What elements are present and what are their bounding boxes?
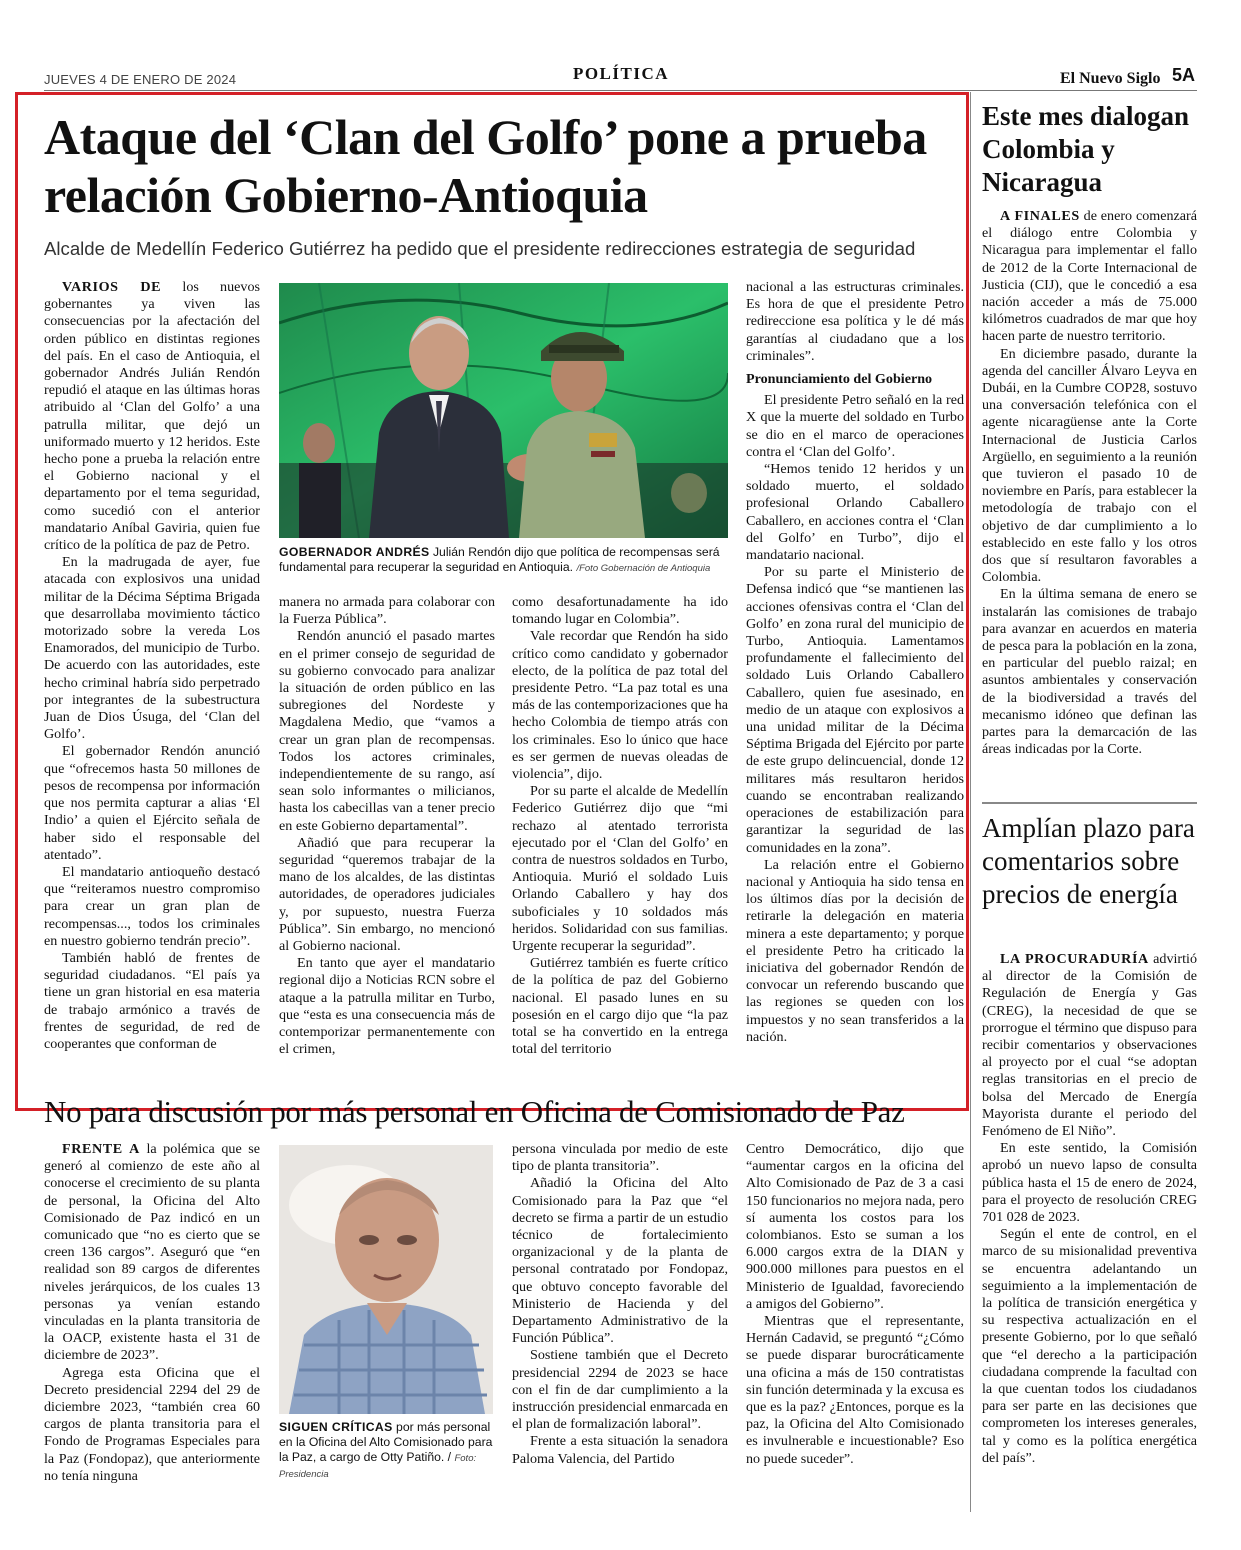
- sidebar-headline-1: Este mes dialogan Colombia y Nicaragua: [982, 101, 1190, 197]
- paragraph: Centro Democrático, dijo que “aumentar cargos en la oficina del Alto Comisionado de Paz de 3 a casi 150 funcionarios no mejora nada, pero sí aumenta los costos para los colombianos. Esto se suman a los 6.000 cargos extra de la DIAN y 900.000 millones para puestos en el Ministerio de Igualdad, favoreciendo a amigos del Gobierno”.: [746, 1141, 964, 1312]
- sidebar-column-1: [982, 208, 1197, 796]
- paragraph: Según el ente de control, en el marco de su misionalidad preventiva se encuentra adelantando un seguimiento a la implementación de la política de transición energética y su respectiva actualización en el presente Gobierno, por lo que señaló que “el derecho a la participación ciudadana comprende la facultad con la que cuentan todos los ciudadanos para ser parte en las decisiones que comprometen los intereses generales, tal y como es la política energética del país”.: [982, 1226, 1197, 1466]
- caption-lead: GOBERNADOR ANDRÉS: [279, 545, 430, 559]
- newspaper-brand: El Nuevo Siglo: [1060, 70, 1161, 87]
- second-column-2: [512, 1141, 728, 1501]
- paragraph: LA PROCURADURÍA advirtió al director de la Comisión de Regulación de Energía y Gas (CREG), la necesidad de que se prorrogue el término que dispuso para recibir comentarios y observaciones al proyecto por el cual “se adoptan reglas transitorias en el precio de bolsa del Mercado de Energía Mayorista durante el periodo del Fenómeno de El Niño”.: [982, 951, 1197, 1140]
- paragraph: En la última semana de enero se instalarán las comisiones de trabajo para avanzar en acuerdos en materia de pesca para la población en la zona, en particular del pueblo raizal; en asuntos ambientales y conservación de la biodiversidad a través del mecanismo idóneo que definan las partes para la demarcación de las áreas indicadas por la Corte.: [982, 586, 1197, 758]
- paragraph: Por su parte el alcalde de Medellín Federico Gutiérrez dijo que “mi rechazo al atentado terrorista ejecutado por el ‘Clan del Golfo’ en contra de nuestros soldados en Turbo, Antioquia. Murió el soldado Luis Orlando Caballero y hay dos suboficiales y 10 soldados más heridos. Solidaridad con sus familias. Urgente recuperar la seguridad”.: [512, 783, 728, 955]
- caption-text: por más personal en la Oficina del Alto Comisionado para la Paz, a cargo de Otty Patiño. /: [279, 1420, 493, 1464]
- governor-photo: [279, 283, 728, 538]
- paragraph: El presidente Petro señaló en la red X que la muerte del soldado en Turbo se dio en el marco de operaciones contra el ‘Clan del Golfo’.: [746, 392, 964, 460]
- kicker: VARIOS DE: [62, 279, 162, 295]
- paragraph: manera no armada para colaborar con la Fuerza Pública”.: [279, 594, 495, 628]
- issue-date: JUEVES 4 DE ENERO DE 2024: [44, 72, 237, 87]
- paragraph: nacional a las estructuras criminales. Es hora de que el presidente Petro redireccione esa política y le dé más garantías al ciudadano que a los criminales”.: [746, 279, 964, 364]
- sidebar-divider: [970, 92, 971, 1512]
- sidebar-rule: [982, 802, 1197, 804]
- photo-credit: Foto: Presidencia: [279, 1453, 477, 1480]
- kicker: A FINALES: [1000, 208, 1080, 224]
- photo-caption: [279, 545, 728, 576]
- paragraph: En diciembre pasado, durante la agenda del canciller Álvaro Leyva en Dubái, en la Cumbre COP28, sostuvo una conversación telefónica con el agente nicaragüense ante la Corte Internacional de Justicia Carlos Argüello, en seguimiento a la reunión que tuvieron el pasado 10 de noviembre en París, para establecer la metodología de trabajo con el objetivo de dar cumplimiento a lo establecido en este fallo y los otros dos que sí resultaron favorables a Colombia.: [982, 345, 1197, 586]
- second-column-3: [746, 1141, 964, 1501]
- paragraph: Añadió la Oficina del Alto Comisionado para la Paz que “el decreto se firma a partir de un estudio técnico de fortalecimiento organizacional y de la planta de personal contratado por Fondopaz, que obtuvo concepto favorable del Ministerio de Hacienda y del Departamento Administrativo de la Función Pública”.: [512, 1175, 728, 1347]
- paragraph: Agrega esta Oficina que el Decreto presidencial 2294 del 29 de diciembre 2023, “también crea 60 cargos de planta transitoria para el Fondo de Programas Especiales para la Paz (Fondopaz), que anteriormente no tenía ninguna: [44, 1364, 260, 1484]
- caption-text: Julián Rendón dijo que política de recompensas será fundamental para recuperar la seguridad en Antioquia.: [279, 545, 720, 574]
- commissioner-photo-illustration: [279, 1145, 493, 1414]
- paragraph: Mientras que el representante, Hernán Cadavid, se preguntó “¿Cómo se puede disparar burocráticamente una oficina a más de 150 contratistas sin función determinada y la excusa es que es la paz? ¿Entonces, porque es la paz, la Oficina del Alto Comisionado es invulnerable e incuestionable? Eso no puede suceder”.: [746, 1313, 964, 1467]
- paragraph: Añadió que para recuperar la seguridad “queremos trabajar de la mano de los alcaldes, de las distintas autoridades, de operadores judiciales y, por supuesto, nuestra Fuerza Pública”. Sin embargo, no mencionó al Gobierno nacional.: [279, 834, 495, 955]
- main-column-3: [512, 594, 728, 1074]
- paragraph: como desafortunadamente ha ido tomando lugar en Colombia”.: [512, 594, 728, 628]
- sidebar-column-2: [982, 951, 1197, 1509]
- sidebar-headline-2: Amplían plazo para comentarios sobre precios de energía: [982, 813, 1195, 909]
- paragraph: Vale recordar que Rendón ha sido crítico como candidato y gobernador electo, de la política de paz total del presidente Petro. “La paz total es una más de las contemporizaciones que ha hecho Colombia de tiempo atrás con los criminales. Eso lo único que hace es ser germen de nuevas oleadas de violencia”, dijo.: [512, 628, 728, 783]
- paragraph: Por su parte el Ministerio de Defensa indicó que “se mantienen las acciones ofensivas contra el ‘Clan del Golfo’ en zona rural del municipio de Turbo, Antioquia. Lamentamos profundamente el fallecimiento del soldado Luis Orlando Caballero Caballero, quien fue asesinado, en medio de un ataque con explosivos a una unidad militar de la Décima Séptima Brigada del Ejército por parte de este grupo delincuencial, donde 12 militares más resultaron heridos cuando se encontraban realizando operaciones de estabilización para garantizar la seguridad de las comunidades en la zona”.: [746, 564, 964, 856]
- paragraph: En este sentido, la Comisión aprobó un nuevo lapso de consulta pública hasta el 15 de enero de 2024, para el proyecto de resolución CREG 701 028 de 2023.: [982, 1140, 1197, 1226]
- paragraph: VARIOS DE los nuevos gobernantes ya viven las consecuencias por la afectación del orden público en distintas regiones del país. En el caso de Antioquia, el gobernador Andrés Julián Rendón repudió el ataque en las últimas horas atribuido al ‘Clan del Golfo’ a una patrulla militar, que dejó un uniformado muerto y 12 heridos. Este hecho pone a prueba la relación entre el Gobierno nacional y el departamento por el tema seguridad, como sucedió con el anterior mandatario Aníbal Gaviria, quien fue crítico de la política de paz de Petro.: [44, 279, 260, 554]
- main-column-1: [44, 279, 260, 1074]
- paragraph: Rendón anunció el pasado martes en el primer consejo de seguridad de su gobierno convocado para analizar la situación de orden público en las subregiones del Nordeste y Magdalena Medio, que “vamos a crear un gran plan de recompensas. Todos los actores criminales, independientemente de su rango, así sean solo informantes o milicianos, hasta los cabecillas van a tener precio en este Gobierno departamental”.: [279, 628, 495, 834]
- subheading: Pronunciamiento del Gobierno: [746, 371, 933, 388]
- paragraph: A FINALES de enero comenzará el diálogo entre Colombia y Nicaragua para implementar el fallo de 2012 de la Corte Internacional de Justicia (CIJ), que le concedió a esa nación acceder a más de 75.000 kilómetros cuadrados de mar que hoy hacen parte de nuestro territorio.: [982, 208, 1197, 345]
- kicker: FRENTE A: [62, 1141, 140, 1157]
- page-number: 5A: [1172, 65, 1196, 85]
- paragraph: FRENTE A la polémica que se generó al comienzo de este año al conocerse el crecimiento de su planta de personal, la Oficina del Alto Comisionado de Paz indicó en un comunicado que “no es cierto que se creen 136 cargos”. Aseguró que “en realidad son 89 cargos de diferentes niveles jerárquicos, de los cuales 13 personas ya venían estando vinculadas en la planta transitoria de la OACP, existente hasta el 31 de diciembre de 2023”.: [44, 1141, 260, 1364]
- paragraph: En tanto que ayer el mandatario regional dijo a Noticias RCN sobre el ataque a la patrulla militar en Turbo, que “esta es una consecuencia más de contemporizar permanentemente con el crimen,: [279, 955, 495, 1058]
- main-deck: Alcalde de Medellín Federico Gutiérrez ha pedido que el presidente redirecciones estrategia de seguridad: [44, 238, 916, 259]
- paragraph: Frente a esta situación la senadora Paloma Valencia, del Partido: [512, 1433, 728, 1467]
- paragraph: La relación entre el Gobierno nacional y Antioquia ha sido tensa en los últimos días por la decisión de retirarle la delegación en materia minera a este departamento; y porque el presidente Petro ha criticado la iniciativa del gobernador Rendón de convocar un referendo buscando que las regiones se queden con los impuestos y no sean transferidos a la nación.: [746, 856, 964, 1045]
- paragraph: También habló de frentes de seguridad ciudadanos. “El país ya tiene un gran historial en esa materia de trabajo armónico a través de frentes de seguridad, de red de cooperantes que conforman de: [44, 949, 260, 1052]
- paragraph: Sostiene también que el Decreto presidencial 2294 de 2023 se hace con el fin de dar cumplimiento a la instrucción presidencial enmarcada en el plan de formalización laboral”.: [512, 1347, 728, 1433]
- paragraph: El mandatario antioqueño destacó que “reiteramos nuestro compromiso para crear un gran plan de recompensas..., todos los criminales en nuestro gobierno tendrán precio”.: [44, 863, 260, 949]
- main-headline: Ataque del ‘Clan del Golfo’ pone a prueba relación Gobierno-Antioquia: [44, 109, 927, 223]
- caption-lead: SIGUEN CRÍTICAS: [279, 1420, 393, 1434]
- paragraph: En la madrugada de ayer, fue atacada con explosivos una unidad militar de la Décima Séptima Brigada que desarrollaba movimiento táctico motorizado sobre la vereda Los Enamorados, del municipio de Turbo. De acuerdo con las autoridades, este hecho criminal habría sido perpetrado por integrantes de la subestructura Juan de Dios Úsuga, del ‘Clan del Golfo’.: [44, 554, 260, 743]
- paragraph: Gutiérrez también es fuerte crítico de la política de paz del Gobierno nacional. El pasado lunes en su posesión en el cargo dijo que “la paz total se ha convertido en la entrega total del territorio: [512, 955, 728, 1058]
- governor-photo-illustration: [279, 283, 728, 538]
- photo-credit: /Foto Gobernación de Antioquia: [576, 563, 711, 574]
- kicker: LA PROCURADURÍA: [1000, 951, 1149, 967]
- second-column-1: [44, 1141, 260, 1501]
- main-column-4: [746, 279, 964, 1074]
- paragraph: “Hemos tenido 12 heridos y un soldado muerto, el soldado profesional Orlando Caballero Caballero, en acciones contra el ‘Clan del Golfo’ en Turbo”, dijo el mandatario nacional.: [746, 461, 964, 564]
- second-headline: No para discusión por más personal en Oficina de Comisionado de Paz: [44, 1094, 905, 1129]
- commissioner-photo: [279, 1145, 493, 1414]
- header-rule: [44, 90, 1197, 91]
- section-label: POLÍTICA: [572, 64, 670, 83]
- main-column-2: [279, 594, 495, 1074]
- photo-caption: [279, 1420, 493, 1482]
- paragraph: persona vinculada por medio de este tipo de planta transitoria”.: [512, 1141, 728, 1175]
- paragraph: El gobernador Rendón anunció que “ofrecemos hasta 50 millones de pesos de recompensa por información que nos permita capturar a alias ‘El Indio’ a quien el Ejército señala de haber sido el responsable del atentado”.: [44, 743, 260, 863]
